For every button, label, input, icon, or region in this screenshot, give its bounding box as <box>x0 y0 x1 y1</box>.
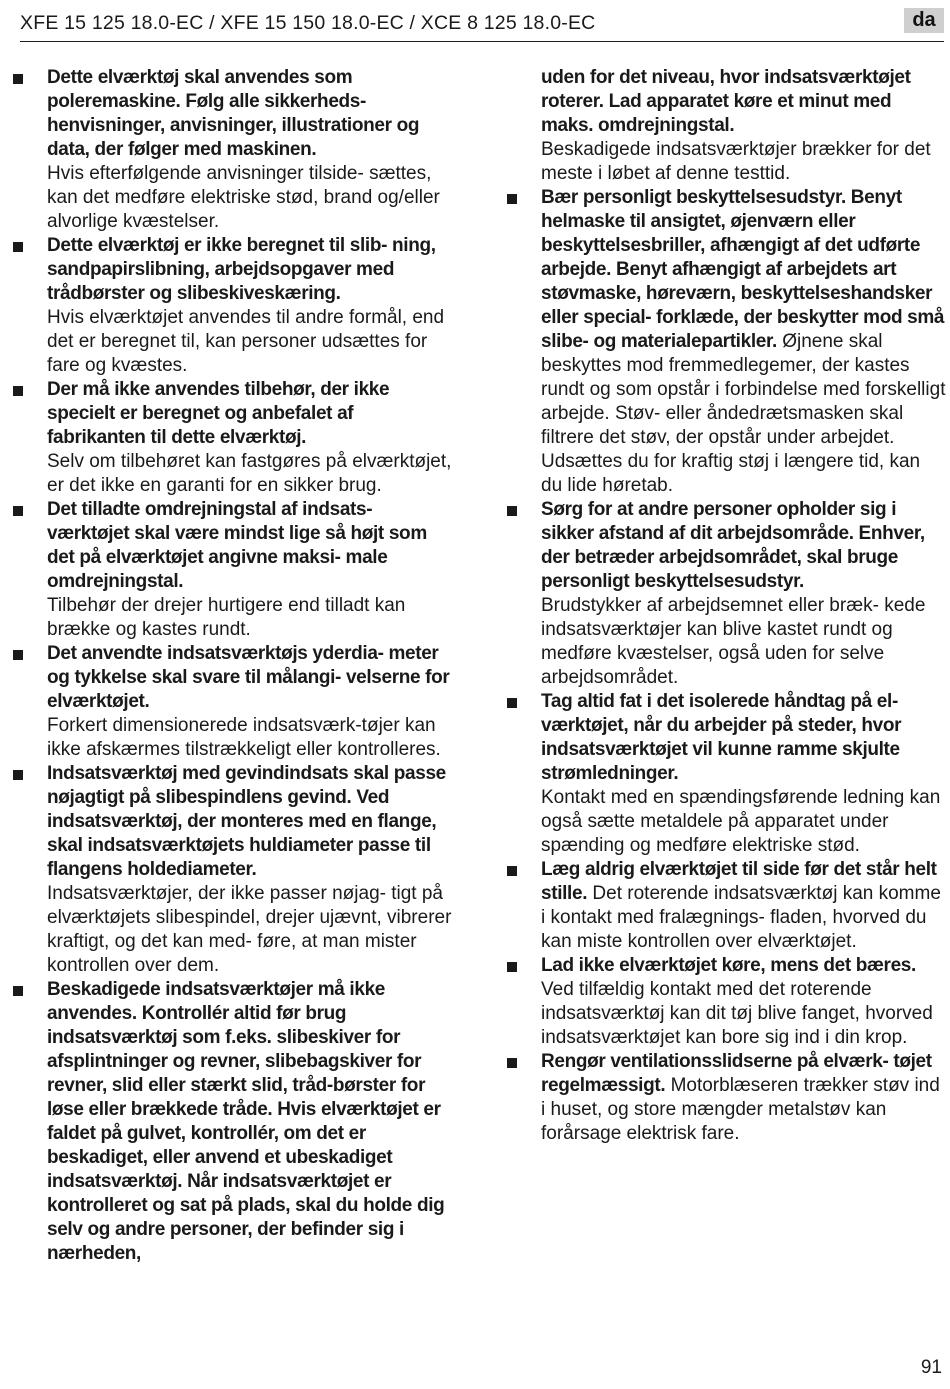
safety-text-bold: uden for det niveau, hvor indsatsværktøjet roterer. Lad apparatet køre et minut med maks. omdrejningstal. <box>541 67 911 136</box>
safety-item <box>506 690 946 858</box>
safety-text-bold: Bær personligt beskyttelsesudstyr. Benyt helmaske til ansigtet, øjenværn eller beskyttelsesbriller, afhængigt af det udførte arbejde. Benyt afhængigt af arbejdets art støvmaske, høreværn, beskyttelseshandsker eller special- forklæde, der beskytter mod små slibe- og materialepartikler. <box>541 187 945 352</box>
safety-text-bold: Læg aldrig elværktøjet til side før det står helt stille. <box>541 859 937 904</box>
safety-text: Hvis efterfølgende anvisninger tilside- sættes, kan det medføre elektriske stød, brand og/eller alvorlige kvæstelser. <box>47 163 440 232</box>
safety-text <box>541 1050 946 1146</box>
square-bullet-icon <box>13 506 23 516</box>
safety-text-normal: Øjnene skal beskyttes mod fremmedlegemer, der kastes rundt og som opstår i forbindelse med forskelligt arbejde. Støv- eller åndedrætsmasken skal filtrere det støv, der opstår under arbejdet. Udsættes du for kraftig støj i længere tid, kan du lide høretab. <box>541 331 946 496</box>
safety-text-normal: Ved tilfældig kontakt med det roterende indsatsværktøj kan dit tøj blive fanget, hvorved indsatsværktøjet kan bore sig ind i din krop. <box>541 979 933 1048</box>
language-badge: da <box>904 8 944 33</box>
right-column <box>506 66 946 1146</box>
square-bullet-icon <box>13 242 23 252</box>
square-bullet-icon <box>13 650 23 660</box>
square-bullet-icon <box>13 74 23 84</box>
safety-text-bold: Sørg for at andre personer opholder sig i sikker afstand af dit arbejdsområde. Enhver, der betræder arbejdsområdet, skal bruge personligt beskyttelsesudstyr. <box>541 499 925 592</box>
page-header <box>20 0 944 42</box>
left-column <box>12 66 456 1266</box>
square-bullet-icon <box>507 506 517 516</box>
safety-text-bold: Beskadigede indsatsværktøjer må ikke anvendes. Kontrollér altid før brug indsatsværktøj som f.eks. slibeskiver for afsplintninger og revner, slibebagskiver for revner, slid eller stærkt slid, tråd-børster for løse eller brækkede tråde. Hvis elværktøjet er faldet på gulvet, kontrollér, om det er beskadiget, eller anvend et ubeskadiget indsatsværktøj. Når indsatsværktøjet er kontrolleret og sat på plads, skal du holde dig selv og andre personer, der befinder sig i nærheden, <box>47 979 445 1264</box>
safety-item <box>12 378 456 498</box>
safety-text: Selv om tilbehøret kan fastgøres på elværktøjet, er det ikke en garanti for en sikker brug. <box>47 451 452 496</box>
safety-text-bold: Dette elværktøj er ikke beregnet til slib- ning, sandpapirslibning, arbejdsopgaver med trådbørster og slibeskiveskæring. <box>47 235 436 304</box>
safety-item <box>12 978 456 1266</box>
safety-text <box>541 858 946 954</box>
safety-text-bold: Rengør ventilationsslidserne på elværk- tøjet regelmæssigt. <box>541 1051 932 1096</box>
safety-item <box>12 498 456 642</box>
safety-item <box>12 762 456 978</box>
square-bullet-icon <box>507 1058 517 1068</box>
safety-item <box>506 1050 946 1146</box>
safety-item-continuation <box>506 66 946 186</box>
page-title: XFE 15 125 18.0-EC / XFE 15 150 18.0-EC / XCE 8 125 18.0-EC <box>20 12 596 34</box>
square-bullet-icon <box>13 986 23 996</box>
safety-item <box>12 66 456 234</box>
safety-text-bold: Lad ikke elværktøjet køre, mens det bæres. <box>541 955 916 976</box>
square-bullet-icon <box>507 194 517 204</box>
square-bullet-icon <box>507 962 517 972</box>
safety-text <box>541 954 946 1050</box>
safety-text: Kontakt med en spændingsførende ledning kan også sætte metaldele på apparatet under spænding og medføre elektriske stød. <box>541 787 941 856</box>
safety-item <box>506 498 946 690</box>
safety-text: Beskadigede indsatsværktøjer brækker for det meste i løbet af denne testtid. <box>541 139 931 184</box>
safety-text: Brudstykker af arbejdsemnet eller bræk- kede indsatsværktøjer kan blive kastet rundt og medføre kvæstelser, også uden for selve arbejdsområdet. <box>541 595 926 688</box>
square-bullet-icon <box>507 866 517 876</box>
safety-text: Forkert dimensionerede indsatsværk-tøjer kan ikke afskærmes tilstrækkeligt eller kontrolleres. <box>47 715 441 760</box>
safety-text-normal: Det roterende indsatsværktøj kan komme i kontakt med fralægnings- fladen, hvorved du kan miste kontrollen over elværktøjet. <box>541 883 941 952</box>
square-bullet-icon <box>13 770 23 780</box>
safety-text-bold: Dette elværktøj skal anvendes som poleremaskine. Følg alle sikkerheds- henvisninger, anvisninger, illustrationer og data, der følger med maskinen. <box>47 67 420 160</box>
safety-text <box>541 186 946 498</box>
safety-text-bold: Det anvendte indsatsværktøjs yderdia- meter og tykkelse skal svare til målangi- velserne for elværktøjet. <box>47 643 450 712</box>
safety-text-bold: Der må ikke anvendes tilbehør, der ikke specielt er beregnet og anbefalet af fabrikanten til dette elværktøj. <box>47 379 390 448</box>
safety-text-bold: Indsatsværktøj med gevindindsats skal passe nøjagtigt på slibespindlens gevind. Ved indsatsværktøj, der monteres med en flange, skal indsatsværktøjets huldiameter passe til flangens holdediameter. <box>47 763 446 880</box>
safety-text-bold: Det tilladte omdrejningstal af indsats- værktøjet skal være mindst lige så højt som det på elværktøjet angivne maksi- male omdrejningstal. <box>47 499 427 592</box>
safety-text-bold: Tag altid fat i det isolerede håndtag på el- værktøjet, når du arbejder på steder, hvor indsatsværktøjet vil kunne ramme skjulte strømledninger. <box>541 691 902 784</box>
safety-item <box>506 858 946 954</box>
square-bullet-icon <box>507 698 517 708</box>
safety-text: Indsatsværktøjer, der ikke passer nøjag- tigt på elværktøjets slibespindel, drejer ujævnt, vibrerer kraftigt, og det kan med- føre, at man mister kontrollen over dem. <box>47 883 452 976</box>
safety-item <box>506 954 946 1050</box>
safety-item <box>12 234 456 378</box>
safety-item <box>506 186 946 498</box>
safety-text: Tilbehør der drejer hurtigere end tilladt kan brække og kastes rundt. <box>47 595 406 640</box>
safety-text-normal: Motorblæseren trækker støv ind i huset, og store mængder metalstøv kan forårsage elektrisk fare. <box>541 1075 940 1144</box>
safety-item <box>12 642 456 762</box>
page-number: 91 <box>920 1357 942 1378</box>
square-bullet-icon <box>13 386 23 396</box>
safety-text: Hvis elværktøjet anvendes til andre formål, end det er beregnet til, kan personer udsættes for fare og kvæstes. <box>47 307 445 376</box>
